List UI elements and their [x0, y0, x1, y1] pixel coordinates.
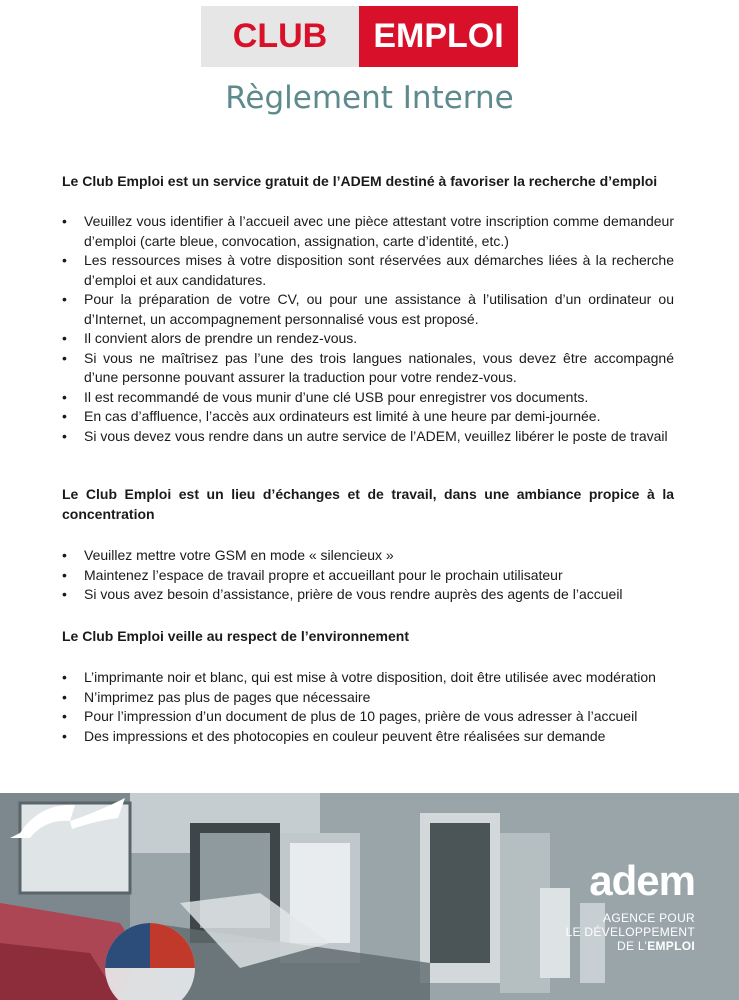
list-item: • Il est recommandé de vous munir d’une clé USB pour enregistrer vos documents. — [62, 388, 674, 408]
section-heading-workspace: Le Club Emploi est un lieu d’échanges et de travail, dans une ambiance propice à la concentration — [62, 486, 674, 522]
list-item: • Veuillez vous identifier à l’accueil avec une pièce attestant votre inscription comme demandeur d’emploi (carte bleue, convocation, assignation, carte d’identité, etc.) — [62, 212, 674, 251]
list-item: • Il convient alors de prendre un rendez-vous. — [62, 329, 674, 349]
rules-list-workspace — [62, 546, 674, 605]
tagline-line-1: AGENCE POUR — [603, 911, 695, 925]
list-item: • Si vous devez vous rendre dans un autre service de l’ADEM, veuillez libérer le poste de travail — [62, 427, 674, 447]
tagline-de: DE L’ — [617, 939, 648, 953]
adem-tagline — [565, 911, 695, 953]
list-item: • Pour l’impression d’un document de plus de 10 pages, prière de vous adresser à l’accueil — [62, 707, 674, 727]
list-item: • Veuillez mettre votre GSM en mode « silencieux » — [62, 546, 674, 566]
section-heading-environment: Le Club Emploi veille au respect de l’environnement — [62, 628, 409, 644]
club-emploi-logo — [201, 6, 518, 67]
adem-swoosh-icon — [0, 793, 140, 843]
list-item: • Si vous avez besoin d’assistance, prière de vous rendre auprès des agents de l’accueil — [62, 585, 674, 605]
page-title: Règlement Interne — [225, 80, 514, 116]
list-item: • N’imprimez pas plus de pages que nécessaire — [62, 688, 674, 708]
adem-brand: adem — [589, 857, 695, 904]
logo-club-text: CLUB — [201, 6, 359, 67]
tagline-line-2: LE DÉVELOPPEMENT — [565, 925, 695, 939]
logo-emploi-text: EMPLOI — [359, 6, 518, 67]
rules-list-environment — [62, 668, 674, 746]
list-item: • Maintenez l’espace de travail propre et accueillant pour le prochain utilisateur — [62, 566, 674, 586]
section-heading-service: Le Club Emploi est un service gratuit de l’ADEM destiné à favoriser la recherche d’emploi — [62, 173, 658, 189]
list-item: • L’imprimante noir et blanc, qui est mise à votre disposition, doit être utilisée avec modération — [62, 668, 674, 688]
list-item: • Les ressources mises à votre disposition sont réservées aux démarches liées à la recherche d’emploi et aux candidatures. — [62, 251, 674, 290]
tagline-line-3 — [565, 939, 695, 953]
list-item: • Si vous ne maîtrisez pas l’une des trois langues nationales, vous devez être accompagné d’une personne pouvant assurer la traduction pour votre rendez-vous. — [62, 349, 674, 388]
tagline-emploi: EMPLOI — [647, 939, 695, 953]
rules-list-service — [62, 212, 674, 446]
footer-office-photo — [0, 793, 739, 1000]
list-item: • Des impressions et des photocopies en couleur peuvent être réalisées sur demande — [62, 727, 674, 747]
list-item: • Pour la préparation de votre CV, ou pour une assistance à l’utilisation d’un ordinateur ou d’Internet, un accompagnement personnalisé vous est proposé. — [62, 290, 674, 329]
list-item: • En cas d’affluence, l’accès aux ordinateurs est limité à une heure par demi-journée. — [62, 407, 674, 427]
